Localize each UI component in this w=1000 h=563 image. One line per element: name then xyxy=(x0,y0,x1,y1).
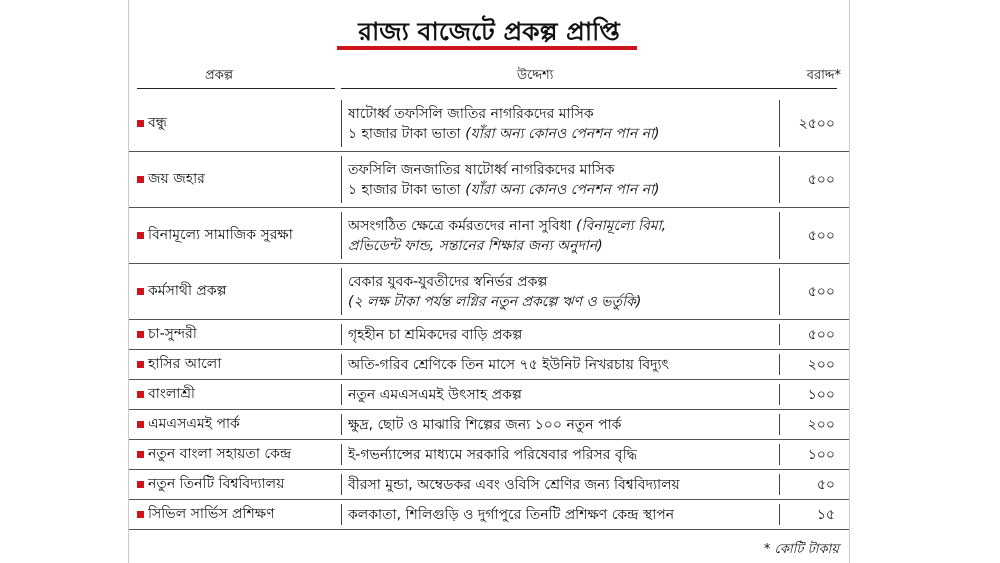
purpose-cell xyxy=(341,324,779,345)
purpose-text: বেকার যুবক-যুবতীদের স্বনির্ভর প্রকল্প xyxy=(348,273,548,290)
scheme-cell xyxy=(137,264,333,319)
purpose-cell xyxy=(341,474,779,495)
purpose-note: (যাঁরা অন্য কোনও পেনশন পান না) xyxy=(465,125,660,142)
scheme-cell xyxy=(137,440,333,469)
scheme-name: সিভিল সার্ভিস প্রশিক্ষণ xyxy=(148,506,275,522)
purpose-text: কলকাতা, শিলিগুড়ি ও দুর্গাপুরে তিনটি প্রশিক্ষণ কেন্দ্র স্থাপন xyxy=(348,506,675,523)
table-row xyxy=(129,380,849,410)
red-square-bullet-icon xyxy=(137,451,144,458)
scheme-cell xyxy=(137,380,333,409)
table-row xyxy=(129,264,849,320)
table-row xyxy=(129,208,849,264)
purpose-line xyxy=(348,505,779,525)
scheme-name: বিনামূল্যে সামাজিক সুরক্ষা xyxy=(148,227,293,243)
purpose-text: বীরসা মুন্ডা, অম্বেডকর এবং ওবিসি শ্রেণির জন্য বিশ্ববিদ্যালয় xyxy=(348,476,680,493)
purpose-note: (২ লক্ষ টাকা পর্যন্ত লগ্নির নতুন প্রকল্পে ঋণ ও ভর্তুকি) xyxy=(348,293,642,310)
scheme-name: চা-সুন্দরী xyxy=(148,326,197,342)
scheme-cell xyxy=(137,500,333,529)
purpose-text: অসংগঠিত ক্ষেত্রে কর্মরতদের নানা সুবিধা xyxy=(348,217,572,234)
purpose-text: গৃহহীন চা শ্রমিকদের বাড়ি প্রকল্প xyxy=(348,326,523,343)
purpose-cell xyxy=(341,156,779,203)
red-square-bullet-icon xyxy=(137,481,144,488)
red-square-bullet-icon xyxy=(137,511,144,518)
allocation-cell xyxy=(779,100,837,147)
red-square-bullet-icon xyxy=(137,331,144,338)
table-row xyxy=(129,350,849,380)
purpose-line xyxy=(348,355,779,375)
purpose-cell xyxy=(341,444,779,465)
scheme-name: জয় জহার xyxy=(148,171,205,187)
allocation-cell xyxy=(779,354,837,375)
scheme-name: নতুন বাংলা সহায়তা কেন্দ্র xyxy=(148,446,292,462)
allocation-value: ১০০ xyxy=(807,446,835,463)
page-title: রাজ্য বাজেটে প্রকল্প প্রাপ্তি xyxy=(358,17,620,46)
purpose-cell xyxy=(341,414,779,435)
red-square-bullet-icon xyxy=(137,391,144,398)
scheme-name: এমএসএমই পার্ক xyxy=(148,416,240,432)
header-rule xyxy=(137,88,335,89)
table-row xyxy=(129,152,849,208)
scheme-name: হাসির আলো xyxy=(148,356,222,372)
table-row xyxy=(129,440,849,470)
column-header-purpose: উদ্দেশ্য xyxy=(517,68,554,83)
purpose-line xyxy=(348,385,779,405)
scheme-cell xyxy=(137,320,333,349)
allocation-cell xyxy=(779,504,837,525)
scheme-cell xyxy=(137,96,333,151)
allocation-cell xyxy=(779,324,837,345)
scheme-name: বন্ধু xyxy=(148,115,167,131)
allocation-value: ১০০ xyxy=(807,386,835,403)
scheme-cell xyxy=(137,410,333,439)
purpose-note: (বিনামূল্যে বিমা, xyxy=(576,217,667,234)
red-square-bullet-icon xyxy=(137,176,144,183)
purpose-text: ক্ষুদ্র, ছোট ও মাঝারি শিল্পের জন্য ১০০ নতুন পার্ক xyxy=(348,416,622,433)
purpose-line xyxy=(348,236,779,256)
allocation-cell xyxy=(779,212,837,259)
purpose-cell xyxy=(341,100,779,147)
purpose-note: প্রভিডেন্ট ফান্ড, সন্তানের শিক্ষার জন্য অনুদান) xyxy=(348,237,603,254)
purpose-text: ষাটোর্ধ্ব তফসিলি জাতির নাগরিকদের মাসিক xyxy=(348,105,594,122)
budget-table-panel xyxy=(128,0,850,563)
allocation-value: ২০০ xyxy=(807,416,835,433)
red-square-bullet-icon xyxy=(137,361,144,368)
purpose-line xyxy=(348,292,779,312)
red-square-bullet-icon xyxy=(137,232,144,239)
title-underline xyxy=(337,46,637,50)
allocation-cell xyxy=(779,444,837,465)
allocation-value: ৫০০ xyxy=(807,326,835,343)
purpose-line xyxy=(348,160,779,180)
purpose-cell xyxy=(341,504,779,525)
scheme-cell xyxy=(137,208,333,263)
table-row xyxy=(129,410,849,440)
table-row xyxy=(129,320,849,350)
scheme-cell xyxy=(137,350,333,379)
purpose-text: ১ হাজার টাকা ভাতা xyxy=(348,181,461,198)
allocation-value: ৫০০ xyxy=(807,171,835,188)
purpose-text: ১ হাজার টাকা ভাতা xyxy=(348,125,461,142)
purpose-cell xyxy=(341,354,779,375)
purpose-line xyxy=(348,180,779,200)
allocation-value: ১৫ xyxy=(816,506,835,523)
purpose-text: নতুন এমএসএমই উৎসাহ প্রকল্প xyxy=(348,386,522,403)
purpose-line xyxy=(348,445,779,465)
allocation-value: ৫০ xyxy=(816,476,835,493)
purpose-cell xyxy=(341,268,779,315)
table-row xyxy=(129,96,849,152)
scheme-name: কর্মসাথী প্রকল্প xyxy=(148,283,227,299)
purpose-cell xyxy=(341,384,779,405)
header-rule xyxy=(341,88,779,89)
allocation-cell xyxy=(779,414,837,435)
allocation-value: ৫০০ xyxy=(807,227,835,244)
allocation-value: ২৫০০ xyxy=(798,115,835,132)
allocation-cell xyxy=(779,156,837,203)
column-header-scheme: প্রকল্প xyxy=(205,68,234,83)
purpose-line xyxy=(348,415,779,435)
table-row xyxy=(129,470,849,500)
allocation-cell xyxy=(779,474,837,495)
purpose-line xyxy=(348,104,779,124)
purpose-text: তফসিলি জনজাতির ষাটোর্ধ্ব নাগরিকদের মাসিক xyxy=(348,161,615,178)
allocation-value: ২০০ xyxy=(807,356,835,373)
budget-table-body xyxy=(129,96,849,530)
red-square-bullet-icon xyxy=(137,288,144,295)
purpose-note: (যাঁরা অন্য কোনও পেনশন পান না) xyxy=(465,181,660,198)
allocation-cell xyxy=(779,384,837,405)
scheme-name: বাংলাশ্রী xyxy=(148,386,195,402)
purpose-text: ই-গভর্ন্যান্সের মাধ্যমে সরকারি পরিষেবার পরিসর বৃদ্ধি xyxy=(348,446,637,463)
footnote: * কোটি টাকায় xyxy=(763,542,839,557)
red-square-bullet-icon xyxy=(137,421,144,428)
purpose-line xyxy=(348,325,779,345)
purpose-text: অতি-গরিব শ্রেণিকে তিন মাসে ৭৫ ইউনিট নিখরচায় বিদ্যুৎ xyxy=(348,356,670,373)
purpose-line xyxy=(348,124,779,144)
red-square-bullet-icon xyxy=(137,120,144,127)
purpose-cell xyxy=(341,212,779,259)
purpose-line xyxy=(348,216,779,236)
purpose-line xyxy=(348,272,779,292)
table-row xyxy=(129,500,849,530)
purpose-line xyxy=(348,475,779,495)
column-header-allocation: বরাদ্দ* xyxy=(806,68,841,83)
scheme-cell xyxy=(137,470,333,499)
scheme-name: নতুন তিনটি বিশ্ববিদ্যালয় xyxy=(148,476,285,492)
header-rule xyxy=(779,88,837,89)
allocation-cell xyxy=(779,268,837,315)
scheme-cell xyxy=(137,152,333,207)
allocation-value: ৫০০ xyxy=(807,283,835,300)
